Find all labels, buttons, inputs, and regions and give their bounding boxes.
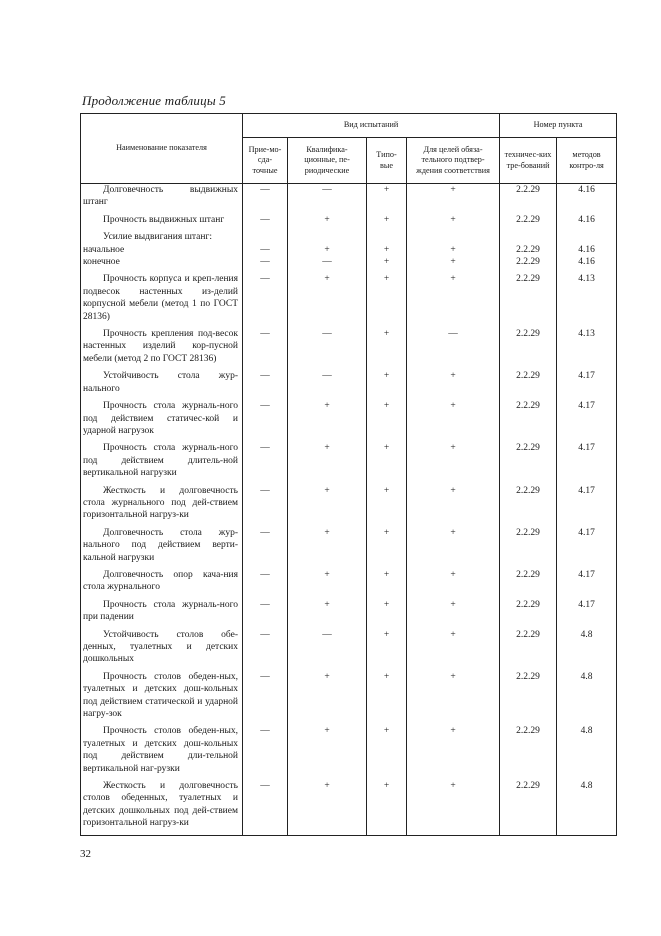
test-types-table xyxy=(80,113,617,836)
header-certification: Для целей обяза-тельного подтвер-ждения соответствия xyxy=(407,138,500,184)
acceptance-cell: — xyxy=(243,214,288,231)
control-method-cell: 4.8 xyxy=(557,780,617,835)
table-row xyxy=(81,231,617,243)
indicator-name-cell: Прочность стола журналь-ного под действием статичес-кой и ударной нагрузок xyxy=(81,400,243,442)
header-test-types: Вид испытаний xyxy=(243,114,500,138)
tech-requirements-cell: 2.2.29 xyxy=(500,629,557,671)
header-clause-number: Номер пункта xyxy=(500,114,617,138)
table-row xyxy=(81,184,617,214)
qualification-cell: + xyxy=(288,442,367,484)
header-tech-requirements: техничес-ких тре-бований xyxy=(500,138,557,184)
tech-requirements-cell: 2.2.29 xyxy=(500,370,557,400)
acceptance-cell: — xyxy=(243,671,288,726)
qualification-cell: — xyxy=(288,184,367,214)
qualification-cell: + xyxy=(288,671,367,726)
header-indicator-name: Наименование показателя xyxy=(81,114,243,184)
certification-cell: + xyxy=(407,527,500,569)
control-method-cell: 4.17 xyxy=(557,400,617,442)
qualification-cell: + xyxy=(288,527,367,569)
acceptance-cell xyxy=(243,231,288,243)
control-method-cell: 4.8 xyxy=(557,725,617,780)
table-row xyxy=(81,527,617,569)
qualification-cell: + xyxy=(288,569,367,599)
certification-cell: + xyxy=(407,780,500,835)
indicator-name-cell: конечное xyxy=(81,256,243,273)
table-row xyxy=(81,569,617,599)
acceptance-cell: — xyxy=(243,370,288,400)
tech-requirements-cell: 2.2.29 xyxy=(500,214,557,231)
acceptance-cell: — xyxy=(243,599,288,629)
certification-cell: + xyxy=(407,485,500,527)
tech-requirements-cell: 2.2.29 xyxy=(500,273,557,328)
certification-cell: + xyxy=(407,599,500,629)
type-cell: + xyxy=(367,725,407,780)
indicator-name-cell: Прочность столов обеден-ных, туалетных и детских дош-кольных под действием статической и ударной нагру-зок xyxy=(81,671,243,726)
qualification-cell: + xyxy=(288,273,367,328)
indicator-name-cell: Прочность выдвижных штанг xyxy=(81,214,243,231)
indicator-name-cell: Прочность корпуса и креп-ления подвесок настенных из-делий корпусной мебели (метод 1 по ГОСТ 28136) xyxy=(81,273,243,328)
tech-requirements-cell: 2.2.29 xyxy=(500,780,557,835)
tech-requirements-cell: 2.2.29 xyxy=(500,442,557,484)
indicator-name-cell: Усилие выдвигания штанг: xyxy=(81,231,243,243)
qualification-cell: + xyxy=(288,244,367,256)
certification-cell: + xyxy=(407,256,500,273)
qualification-cell: + xyxy=(288,725,367,780)
table-row xyxy=(81,244,617,256)
indicator-name-cell: Прочность крепления под-весок настенных изделий кор-пусной мебели (метод 2 по ГОСТ 28136) xyxy=(81,328,243,370)
qualification-cell: — xyxy=(288,629,367,671)
type-cell: + xyxy=(367,328,407,370)
certification-cell: + xyxy=(407,273,500,328)
table-row xyxy=(81,725,617,780)
type-cell: + xyxy=(367,599,407,629)
type-cell: + xyxy=(367,780,407,835)
control-method-cell: 4.16 xyxy=(557,214,617,231)
qualification-cell: + xyxy=(288,400,367,442)
type-cell: + xyxy=(367,244,407,256)
tech-requirements-cell: 2.2.29 xyxy=(500,599,557,629)
type-cell: + xyxy=(367,256,407,273)
indicator-name-cell: Устойчивость столов обе-денных, туалетных и детских дошкольных xyxy=(81,629,243,671)
control-method-cell: 4.16 xyxy=(557,184,617,214)
control-method-cell: 4.17 xyxy=(557,569,617,599)
acceptance-cell: — xyxy=(243,725,288,780)
control-method-cell: 4.17 xyxy=(557,370,617,400)
control-method-cell: 4.17 xyxy=(557,442,617,484)
tech-requirements-cell: 2.2.29 xyxy=(500,725,557,780)
control-method-cell: 4.17 xyxy=(557,527,617,569)
certification-cell: + xyxy=(407,442,500,484)
type-cell: + xyxy=(367,629,407,671)
type-cell: + xyxy=(367,273,407,328)
control-method-cell xyxy=(557,231,617,243)
type-cell: + xyxy=(367,370,407,400)
table-row xyxy=(81,442,617,484)
control-method-cell: 4.13 xyxy=(557,273,617,328)
header-qualification: Квалифика-ционные, пе-риодические xyxy=(288,138,367,184)
table-row xyxy=(81,671,617,726)
qualification-cell: + xyxy=(288,214,367,231)
indicator-name-cell: Устойчивость стола жур-нального xyxy=(81,370,243,400)
qualification-cell: + xyxy=(288,485,367,527)
acceptance-cell: — xyxy=(243,328,288,370)
indicator-name-cell: Долговечность стола жур-нального под действием верти-кальной нагрузки xyxy=(81,527,243,569)
header-control-methods: методов контро-ля xyxy=(557,138,617,184)
table-row xyxy=(81,485,617,527)
qualification-cell: — xyxy=(288,370,367,400)
table-row xyxy=(81,214,617,231)
certification-cell: + xyxy=(407,671,500,726)
certification-cell: + xyxy=(407,629,500,671)
type-cell: + xyxy=(367,671,407,726)
type-cell: + xyxy=(367,485,407,527)
indicator-name-cell: Прочность столов обеден-ных, туалетных и детских дош-кольных под действием дли-тельной вертикальной наг-рузки xyxy=(81,725,243,780)
tech-requirements-cell: 2.2.29 xyxy=(500,569,557,599)
table-row xyxy=(81,599,617,629)
certification-cell: + xyxy=(407,400,500,442)
tech-requirements-cell: 2.2.29 xyxy=(500,244,557,256)
type-cell: + xyxy=(367,569,407,599)
certification-cell: + xyxy=(407,569,500,599)
table-caption: Продолжение таблицы 5 xyxy=(82,93,226,108)
acceptance-cell: — xyxy=(243,569,288,599)
indicator-name-cell: Прочность стола журналь-ного при падении xyxy=(81,599,243,629)
control-method-cell: 4.16 xyxy=(557,256,617,273)
type-cell: + xyxy=(367,214,407,231)
table-row xyxy=(81,780,617,835)
acceptance-cell: — xyxy=(243,629,288,671)
header-acceptance: Прие-мо-сда-точные xyxy=(243,138,288,184)
table-row xyxy=(81,400,617,442)
acceptance-cell: — xyxy=(243,184,288,214)
tech-requirements-cell: 2.2.29 xyxy=(500,184,557,214)
tech-requirements-cell: 2.2.29 xyxy=(500,256,557,273)
page-number: 32 xyxy=(80,848,91,860)
type-cell: + xyxy=(367,527,407,569)
acceptance-cell: — xyxy=(243,442,288,484)
tech-requirements-cell xyxy=(500,231,557,243)
certification-cell xyxy=(407,231,500,243)
certification-cell: + xyxy=(407,244,500,256)
qualification-cell xyxy=(288,231,367,243)
tech-requirements-cell: 2.2.29 xyxy=(500,671,557,726)
indicator-name-cell: Долговечность опор кача-ния стола журнального xyxy=(81,569,243,599)
header-type: Типо-вые xyxy=(367,138,407,184)
type-cell xyxy=(367,231,407,243)
table-row xyxy=(81,370,617,400)
indicator-name-cell: Прочность стола журналь-ного под действием длитель-ной вертикальной нагрузки xyxy=(81,442,243,484)
certification-cell: + xyxy=(407,725,500,780)
control-method-cell: 4.8 xyxy=(557,629,617,671)
table-row xyxy=(81,256,617,273)
table-row xyxy=(81,328,617,370)
control-method-cell: 4.8 xyxy=(557,671,617,726)
indicator-name-cell: Жесткость и долговечность столов обеденных, туалетных и детских дошкольных под дей-ствием горизонтальной нагруз-ки xyxy=(81,780,243,835)
certification-cell: + xyxy=(407,184,500,214)
acceptance-cell: — xyxy=(243,485,288,527)
certification-cell: — xyxy=(407,328,500,370)
qualification-cell: + xyxy=(288,599,367,629)
table-body xyxy=(81,184,617,836)
tech-requirements-cell: 2.2.29 xyxy=(500,485,557,527)
control-method-cell: 4.13 xyxy=(557,328,617,370)
acceptance-cell: — xyxy=(243,273,288,328)
type-cell: + xyxy=(367,442,407,484)
type-cell: + xyxy=(367,184,407,214)
certification-cell: + xyxy=(407,214,500,231)
table-row xyxy=(81,273,617,328)
tech-requirements-cell: 2.2.29 xyxy=(500,527,557,569)
tech-requirements-cell: 2.2.29 xyxy=(500,400,557,442)
certification-cell: + xyxy=(407,370,500,400)
control-method-cell: 4.17 xyxy=(557,599,617,629)
type-cell: + xyxy=(367,400,407,442)
table-row xyxy=(81,629,617,671)
acceptance-cell: — xyxy=(243,780,288,835)
indicator-name-cell: Жесткость и долговечность стола журнального под дей-ствием горизонтальной нагруз-ки xyxy=(81,485,243,527)
acceptance-cell: — xyxy=(243,527,288,569)
qualification-cell: — xyxy=(288,328,367,370)
control-method-cell: 4.16 xyxy=(557,244,617,256)
control-method-cell: 4.17 xyxy=(557,485,617,527)
acceptance-cell: — xyxy=(243,244,288,256)
indicator-name-cell: начальное xyxy=(81,244,243,256)
qualification-cell: — xyxy=(288,256,367,273)
table-header xyxy=(81,114,617,184)
tech-requirements-cell: 2.2.29 xyxy=(500,328,557,370)
acceptance-cell: — xyxy=(243,256,288,273)
indicator-name-cell: Долговечность выдвижных штанг xyxy=(81,184,243,214)
qualification-cell: + xyxy=(288,780,367,835)
acceptance-cell: — xyxy=(243,400,288,442)
